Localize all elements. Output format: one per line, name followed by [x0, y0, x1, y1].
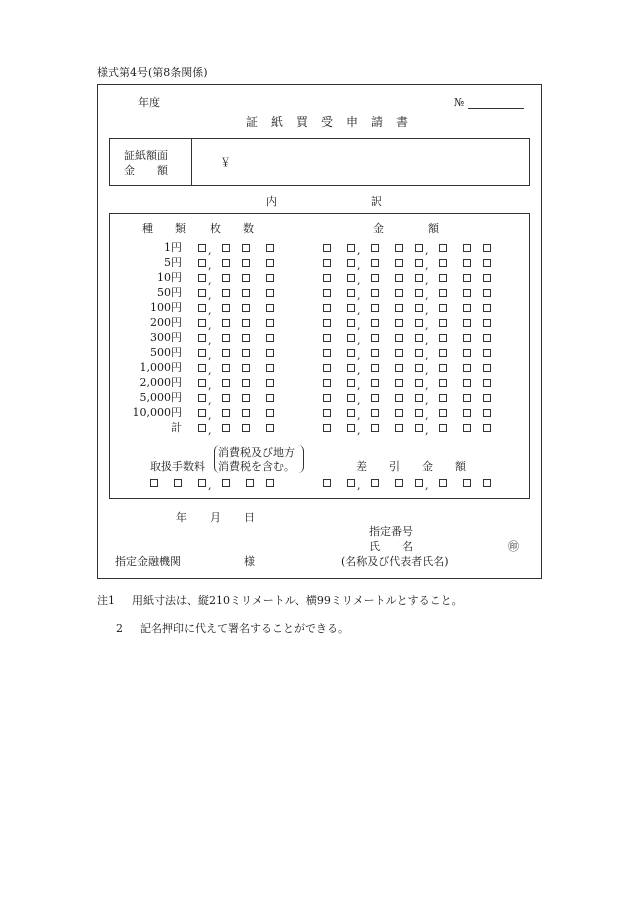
amount-digit-box[interactable] [371, 334, 379, 342]
amount-digit-box[interactable] [323, 304, 331, 312]
digit-separator: , [357, 479, 361, 492]
amount-digit-box[interactable] [395, 364, 403, 372]
difference-digit-box[interactable] [371, 479, 379, 487]
amount-digit-box[interactable] [323, 244, 331, 252]
count-digit-box[interactable] [222, 409, 230, 417]
digit-separator: , [425, 289, 429, 302]
amount-digit-box[interactable] [323, 289, 331, 297]
amount-digit-box[interactable] [347, 304, 355, 312]
amount-digit-box[interactable] [463, 394, 471, 402]
amount-digit-box[interactable] [415, 379, 423, 387]
digit-separator: , [208, 409, 212, 422]
amount-digit-box[interactable] [395, 304, 403, 312]
amount-digit-box[interactable] [483, 409, 491, 417]
amount-digit-box[interactable] [371, 379, 379, 387]
col-count-header: 枚 数 [210, 222, 254, 235]
amount-input[interactable] [234, 147, 524, 177]
count-digit-box[interactable] [242, 349, 250, 357]
amount-digit-box[interactable] [483, 379, 491, 387]
amount-digit-box[interactable] [371, 409, 379, 417]
fee-note-line1: 消費税及び地方 [218, 446, 295, 459]
date-year: 年 [176, 511, 187, 524]
amount-digit-box[interactable] [347, 274, 355, 282]
amount-digit-box[interactable] [439, 409, 447, 417]
number-underline [468, 98, 524, 109]
amount-digit-box[interactable] [483, 424, 491, 432]
honorific: 様 [244, 555, 255, 568]
count-digit-box[interactable] [266, 259, 274, 267]
count-digit-box[interactable] [266, 349, 274, 357]
count-digit-box[interactable] [242, 244, 250, 252]
digit-separator: , [208, 424, 212, 437]
amount-digit-box[interactable] [463, 259, 471, 267]
amount-digit-box[interactable] [371, 244, 379, 252]
count-digit-box[interactable] [266, 334, 274, 342]
col-type-header: 種 類 [142, 222, 186, 235]
digit-separator: , [357, 334, 361, 347]
fee-digit-box[interactable] [246, 479, 254, 487]
denomination-label: 5,000円 [139, 391, 182, 404]
digit-separator: , [357, 289, 361, 302]
denomination-label: 2,000円 [139, 376, 182, 389]
form-title: 証紙買受申請書 [246, 115, 422, 129]
number-field[interactable] [454, 96, 524, 109]
amount-digit-box[interactable] [439, 364, 447, 372]
count-digit-box[interactable] [198, 274, 206, 282]
count-digit-box[interactable] [198, 244, 206, 252]
denomination-label: 1,000円 [139, 361, 182, 374]
digit-separator: , [425, 319, 429, 332]
amount-digit-box[interactable] [323, 319, 331, 327]
fee-digit-box[interactable] [222, 479, 230, 487]
amount-digit-box[interactable] [483, 364, 491, 372]
count-digit-box[interactable] [266, 424, 274, 432]
digit-separator: , [208, 289, 212, 302]
amount-digit-box[interactable] [347, 379, 355, 387]
count-digit-box[interactable] [242, 274, 250, 282]
amount-digit-box[interactable] [395, 409, 403, 417]
amount-digit-box[interactable] [323, 424, 331, 432]
amount-digit-box[interactable] [323, 379, 331, 387]
fee-digit-box[interactable] [266, 479, 274, 487]
amount-digit-box[interactable] [483, 289, 491, 297]
difference-digit-box[interactable] [483, 479, 491, 487]
count-digit-box[interactable] [198, 259, 206, 267]
count-digit-box[interactable] [266, 289, 274, 297]
amount-digit-box[interactable] [439, 379, 447, 387]
count-digit-box[interactable] [266, 364, 274, 372]
amount-digit-box[interactable] [395, 349, 403, 357]
digit-separator: , [208, 334, 212, 347]
amount-digit-box[interactable] [483, 259, 491, 267]
amount-digit-box[interactable] [371, 289, 379, 297]
difference-digit-box[interactable] [347, 479, 355, 487]
amount-digit-box[interactable] [347, 289, 355, 297]
amount-digit-box[interactable] [439, 424, 447, 432]
amount-digit-box[interactable] [415, 349, 423, 357]
digit-separator: , [425, 259, 429, 272]
count-digit-box[interactable] [198, 409, 206, 417]
amount-digit-box[interactable] [371, 319, 379, 327]
amount-digit-box[interactable] [347, 364, 355, 372]
amount-digit-box[interactable] [323, 409, 331, 417]
amount-digit-box[interactable] [415, 259, 423, 267]
amount-digit-box[interactable] [395, 379, 403, 387]
amount-digit-box[interactable] [415, 424, 423, 432]
amount-digit-box[interactable] [323, 394, 331, 402]
amount-digit-box[interactable] [415, 274, 423, 282]
digit-separator: , [208, 274, 212, 287]
yen-symbol: ￥ [220, 156, 231, 169]
amount-digit-box[interactable] [395, 274, 403, 282]
count-digit-box[interactable] [242, 334, 250, 342]
count-digit-box[interactable] [198, 424, 206, 432]
amount-digit-box[interactable] [463, 334, 471, 342]
digit-separator: , [425, 334, 429, 347]
institution-label: 指定金融機関 [115, 555, 181, 568]
amount-digit-box[interactable] [347, 334, 355, 342]
amount-digit-box[interactable] [395, 394, 403, 402]
amount-digit-box[interactable] [371, 259, 379, 267]
amount-digit-box[interactable] [371, 304, 379, 312]
count-digit-box[interactable] [242, 259, 250, 267]
amount-digit-box[interactable] [415, 244, 423, 252]
amount-digit-box[interactable] [483, 304, 491, 312]
digit-separator: , [425, 364, 429, 377]
amount-digit-box[interactable] [463, 289, 471, 297]
amount-digit-box[interactable] [483, 319, 491, 327]
difference-label: 差 引 金 額 [356, 460, 466, 473]
amount-digit-box[interactable] [463, 424, 471, 432]
amount-digit-box[interactable] [483, 244, 491, 252]
breakdown-box [109, 213, 530, 499]
amount-box [109, 138, 530, 186]
amount-digit-box[interactable] [347, 409, 355, 417]
amount-digit-box[interactable] [395, 424, 403, 432]
digit-separator: , [208, 394, 212, 407]
digit-separator: , [208, 304, 212, 317]
amount-digit-box[interactable] [463, 349, 471, 357]
count-digit-box[interactable] [198, 349, 206, 357]
number-label: № [454, 96, 465, 109]
count-digit-box[interactable] [266, 409, 274, 417]
digit-separator: , [357, 379, 361, 392]
count-digit-box[interactable] [266, 244, 274, 252]
amount-digit-box[interactable] [395, 319, 403, 327]
digit-separator: , [208, 319, 212, 332]
count-digit-box[interactable] [222, 379, 230, 387]
amount-digit-box[interactable] [463, 274, 471, 282]
count-digit-box[interactable] [242, 364, 250, 372]
digit-separator: , [357, 259, 361, 272]
amount-digit-box[interactable] [463, 409, 471, 417]
amount-digit-box[interactable] [323, 259, 331, 267]
count-digit-box[interactable] [222, 244, 230, 252]
difference-digit-box[interactable] [415, 479, 423, 487]
amount-digit-box[interactable] [395, 244, 403, 252]
fee-note-line2: 消費税を含む。 [218, 460, 295, 473]
count-digit-box[interactable] [198, 379, 206, 387]
digit-separator: , [425, 479, 429, 492]
digit-separator: , [357, 244, 361, 257]
digit-separator: , [425, 424, 429, 437]
difference-digit-box[interactable] [463, 479, 471, 487]
amount-digit-box[interactable] [439, 319, 447, 327]
count-digit-box[interactable] [222, 319, 230, 327]
amount-digit-box[interactable] [415, 364, 423, 372]
year-label: 年度 [138, 96, 160, 109]
amount-label-line1: 証紙額面 [124, 149, 168, 162]
digit-separator: , [425, 304, 429, 317]
difference-digit-box[interactable] [323, 479, 331, 487]
amount-digit-box[interactable] [439, 394, 447, 402]
breakdown-heading-left: 内 [266, 195, 277, 208]
name-label: 氏 名 [369, 540, 413, 553]
count-digit-box[interactable] [222, 394, 230, 402]
amount-digit-box[interactable] [483, 349, 491, 357]
digit-separator: , [357, 409, 361, 422]
amount-digit-box[interactable] [483, 274, 491, 282]
count-digit-box[interactable] [242, 304, 250, 312]
seal-mark: ㊞ [508, 540, 519, 553]
count-digit-box[interactable] [242, 319, 250, 327]
difference-digit-box[interactable] [395, 479, 403, 487]
count-digit-box[interactable] [266, 274, 274, 282]
fee-digit-box[interactable] [174, 479, 182, 487]
amount-digit-box[interactable] [323, 364, 331, 372]
denomination-label: 1円 [164, 241, 182, 254]
amount-digit-box[interactable] [463, 244, 471, 252]
note-2 [116, 622, 349, 635]
count-digit-box[interactable] [222, 304, 230, 312]
digit-separator: , [208, 244, 212, 257]
amount-digit-box[interactable] [439, 244, 447, 252]
denomination-label: 10,000円 [132, 406, 182, 419]
count-digit-box[interactable] [222, 424, 230, 432]
amount-digit-box[interactable] [415, 289, 423, 297]
amount-digit-box[interactable] [371, 364, 379, 372]
count-digit-box[interactable] [266, 304, 274, 312]
digit-separator: , [357, 394, 361, 407]
amount-digit-box[interactable] [483, 394, 491, 402]
digit-separator: , [208, 364, 212, 377]
amount-digit-box[interactable] [323, 274, 331, 282]
count-digit-box[interactable] [222, 364, 230, 372]
amount-digit-box[interactable] [463, 364, 471, 372]
count-digit-box[interactable] [222, 334, 230, 342]
denomination-label: 200円 [150, 316, 182, 329]
name-note: (名称及び代表者氏名) [341, 555, 449, 568]
digit-separator: , [357, 424, 361, 437]
digit-separator: , [357, 319, 361, 332]
amount-digit-box[interactable] [415, 319, 423, 327]
amount-digit-box[interactable] [463, 304, 471, 312]
digit-separator: , [357, 304, 361, 317]
digit-separator: , [425, 349, 429, 362]
digit-separator: , [357, 364, 361, 377]
count-digit-box[interactable] [266, 394, 274, 402]
denomination-label: 100円 [150, 301, 182, 314]
digit-separator: , [208, 259, 212, 272]
denomination-label: 300円 [150, 331, 182, 344]
amount-digit-box[interactable] [347, 244, 355, 252]
amount-digit-box[interactable] [347, 349, 355, 357]
count-digit-box[interactable] [266, 319, 274, 327]
amount-digit-box[interactable] [323, 334, 331, 342]
digit-separator: , [357, 274, 361, 287]
digit-separator: , [208, 379, 212, 392]
note-1-text: 用紙寸法は、縦210ミリメートル、横99ミリメートルとすること。 [132, 594, 463, 607]
note-2-text: 記名押印に代えて署名することができる。 [140, 622, 349, 635]
note-1 [97, 594, 463, 607]
digit-separator: , [425, 379, 429, 392]
col-amount-header: 金 額 [373, 222, 439, 235]
amount-digit-box[interactable] [439, 259, 447, 267]
amount-digit-box[interactable] [347, 319, 355, 327]
count-digit-box[interactable] [198, 319, 206, 327]
denomination-label: 500円 [150, 346, 182, 359]
count-digit-box[interactable] [198, 289, 206, 297]
count-digit-box[interactable] [198, 334, 206, 342]
digit-separator: , [425, 274, 429, 287]
count-digit-box[interactable] [222, 259, 230, 267]
digit-separator: , [208, 479, 212, 492]
amount-digit-box[interactable] [347, 424, 355, 432]
denomination-label: 計 [171, 421, 182, 434]
fee-digit-box[interactable] [198, 479, 206, 487]
designated-number-label: 指定番号 [369, 525, 413, 538]
amount-digit-box[interactable] [371, 274, 379, 282]
count-digit-box[interactable] [242, 379, 250, 387]
amount-digit-box[interactable] [439, 289, 447, 297]
digit-separator: , [425, 409, 429, 422]
date-month: 月 [210, 511, 221, 524]
amount-digit-box[interactable] [415, 409, 423, 417]
amount-digit-box[interactable] [415, 334, 423, 342]
note-1-number: 注1 [97, 594, 115, 607]
count-digit-box[interactable] [222, 289, 230, 297]
digit-separator: , [208, 349, 212, 362]
count-digit-box[interactable] [266, 379, 274, 387]
amount-digit-box[interactable] [439, 304, 447, 312]
fee-digit-box[interactable] [150, 479, 158, 487]
amount-digit-box[interactable] [415, 394, 423, 402]
amount-divider [191, 139, 192, 185]
amount-digit-box[interactable] [483, 334, 491, 342]
amount-digit-box[interactable] [323, 349, 331, 357]
digit-separator: , [425, 394, 429, 407]
note-2-number: 2 [116, 622, 123, 635]
digit-separator: , [425, 244, 429, 257]
count-digit-box[interactable] [242, 394, 250, 402]
denomination-label: 10円 [157, 271, 182, 284]
count-digit-box[interactable] [198, 304, 206, 312]
date-day: 日 [244, 511, 255, 524]
count-digit-box[interactable] [242, 409, 250, 417]
amount-digit-box[interactable] [439, 274, 447, 282]
count-digit-box[interactable] [198, 394, 206, 402]
breakdown-heading-right: 訳 [371, 195, 382, 208]
fee-label: 取扱手数料 [150, 460, 205, 473]
amount-digit-box[interactable] [463, 319, 471, 327]
count-digit-box[interactable] [198, 364, 206, 372]
amount-digit-box[interactable] [371, 394, 379, 402]
amount-digit-box[interactable] [371, 349, 379, 357]
amount-digit-box[interactable] [371, 424, 379, 432]
amount-digit-box[interactable] [395, 289, 403, 297]
count-digit-box[interactable] [242, 289, 250, 297]
amount-digit-box[interactable] [347, 259, 355, 267]
form-number: 様式第4号(第8条関係) [97, 66, 208, 79]
amount-digit-box[interactable] [439, 349, 447, 357]
amount-digit-box[interactable] [415, 304, 423, 312]
count-digit-box[interactable] [242, 424, 250, 432]
digit-separator: , [357, 349, 361, 362]
count-digit-box[interactable] [222, 349, 230, 357]
count-digit-box[interactable] [222, 274, 230, 282]
amount-digit-box[interactable] [347, 394, 355, 402]
amount-digit-box[interactable] [395, 334, 403, 342]
amount-label-line2: 金 額 [124, 164, 168, 177]
denomination-label: 5円 [164, 256, 182, 269]
amount-digit-box[interactable] [439, 334, 447, 342]
form-frame [97, 84, 542, 579]
amount-digit-box[interactable] [463, 379, 471, 387]
difference-digit-box[interactable] [439, 479, 447, 487]
denomination-label: 50円 [157, 286, 182, 299]
amount-digit-box[interactable] [395, 259, 403, 267]
